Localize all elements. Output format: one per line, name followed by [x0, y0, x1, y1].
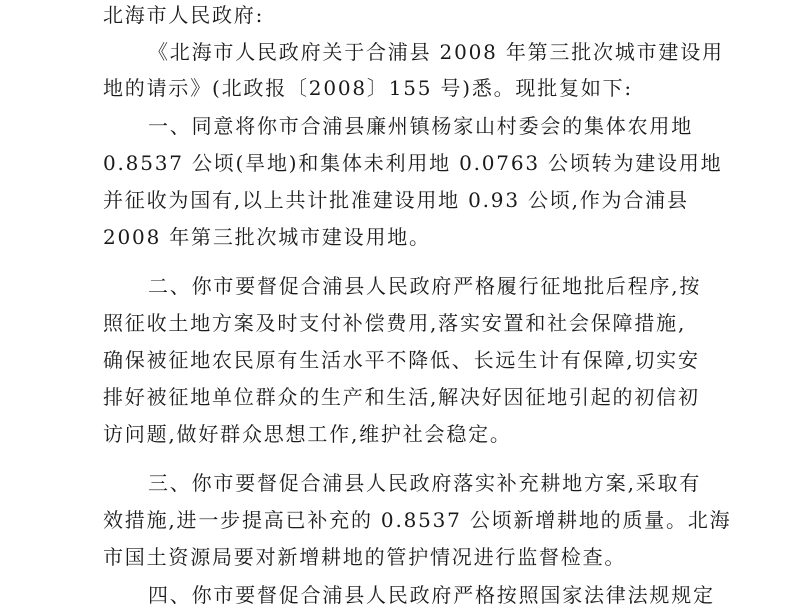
- text-line: 0.8537 公顷(旱地)和集体未利用地 0.0763 公顷转为建设用地: [103, 151, 723, 175]
- text-line: 确保被征地农民原有生活水平不降低、长远生计有保障,切实安: [103, 348, 700, 372]
- text-line: 地的请示》(北政报〔2008〕155 号)悉。现批复如下:: [103, 76, 633, 100]
- text-line: 访问题,做好群众思想工作,维护社会稳定。: [103, 422, 512, 446]
- text-line: 市国土资源局要对新增耕地的管护情况进行监督检查。: [103, 545, 627, 569]
- text-line: 效措施,进一步提高已补充的 0.8537 公顷新增耕地的质量。北海: [103, 508, 732, 532]
- addressee-line: 北海市人民政府:: [103, 3, 265, 27]
- text-line: 排好被征地单位群众的生产和生活,解决好因征地引起的初信初: [103, 385, 700, 409]
- text-line: 一、同意将你市合浦县廉州镇杨家山村委会的集体农用地: [148, 114, 693, 138]
- text-line: 四、你市要督促合浦县人民政府严格按照国家法律法规规定: [148, 583, 715, 607]
- text-line: 2008 年第三批次城市建设用地。: [103, 225, 431, 249]
- text-line: 二、你市要督促合浦县人民政府严格履行征地批后程序,按: [148, 274, 702, 298]
- text-line: 并征收为国有,以上共计批准建设用地 0.93 公顷,作为合浦县: [103, 188, 689, 212]
- text-line: 《北海市人民政府关于合浦县 2008 年第三批次城市建设用: [148, 40, 724, 64]
- text-line: 三、你市要督促合浦县人民政府落实补充耕地方案,采取有: [148, 471, 702, 495]
- text-line: 照征收土地方案及时支付补偿费用,落实安置和社会保障措施,: [103, 311, 687, 335]
